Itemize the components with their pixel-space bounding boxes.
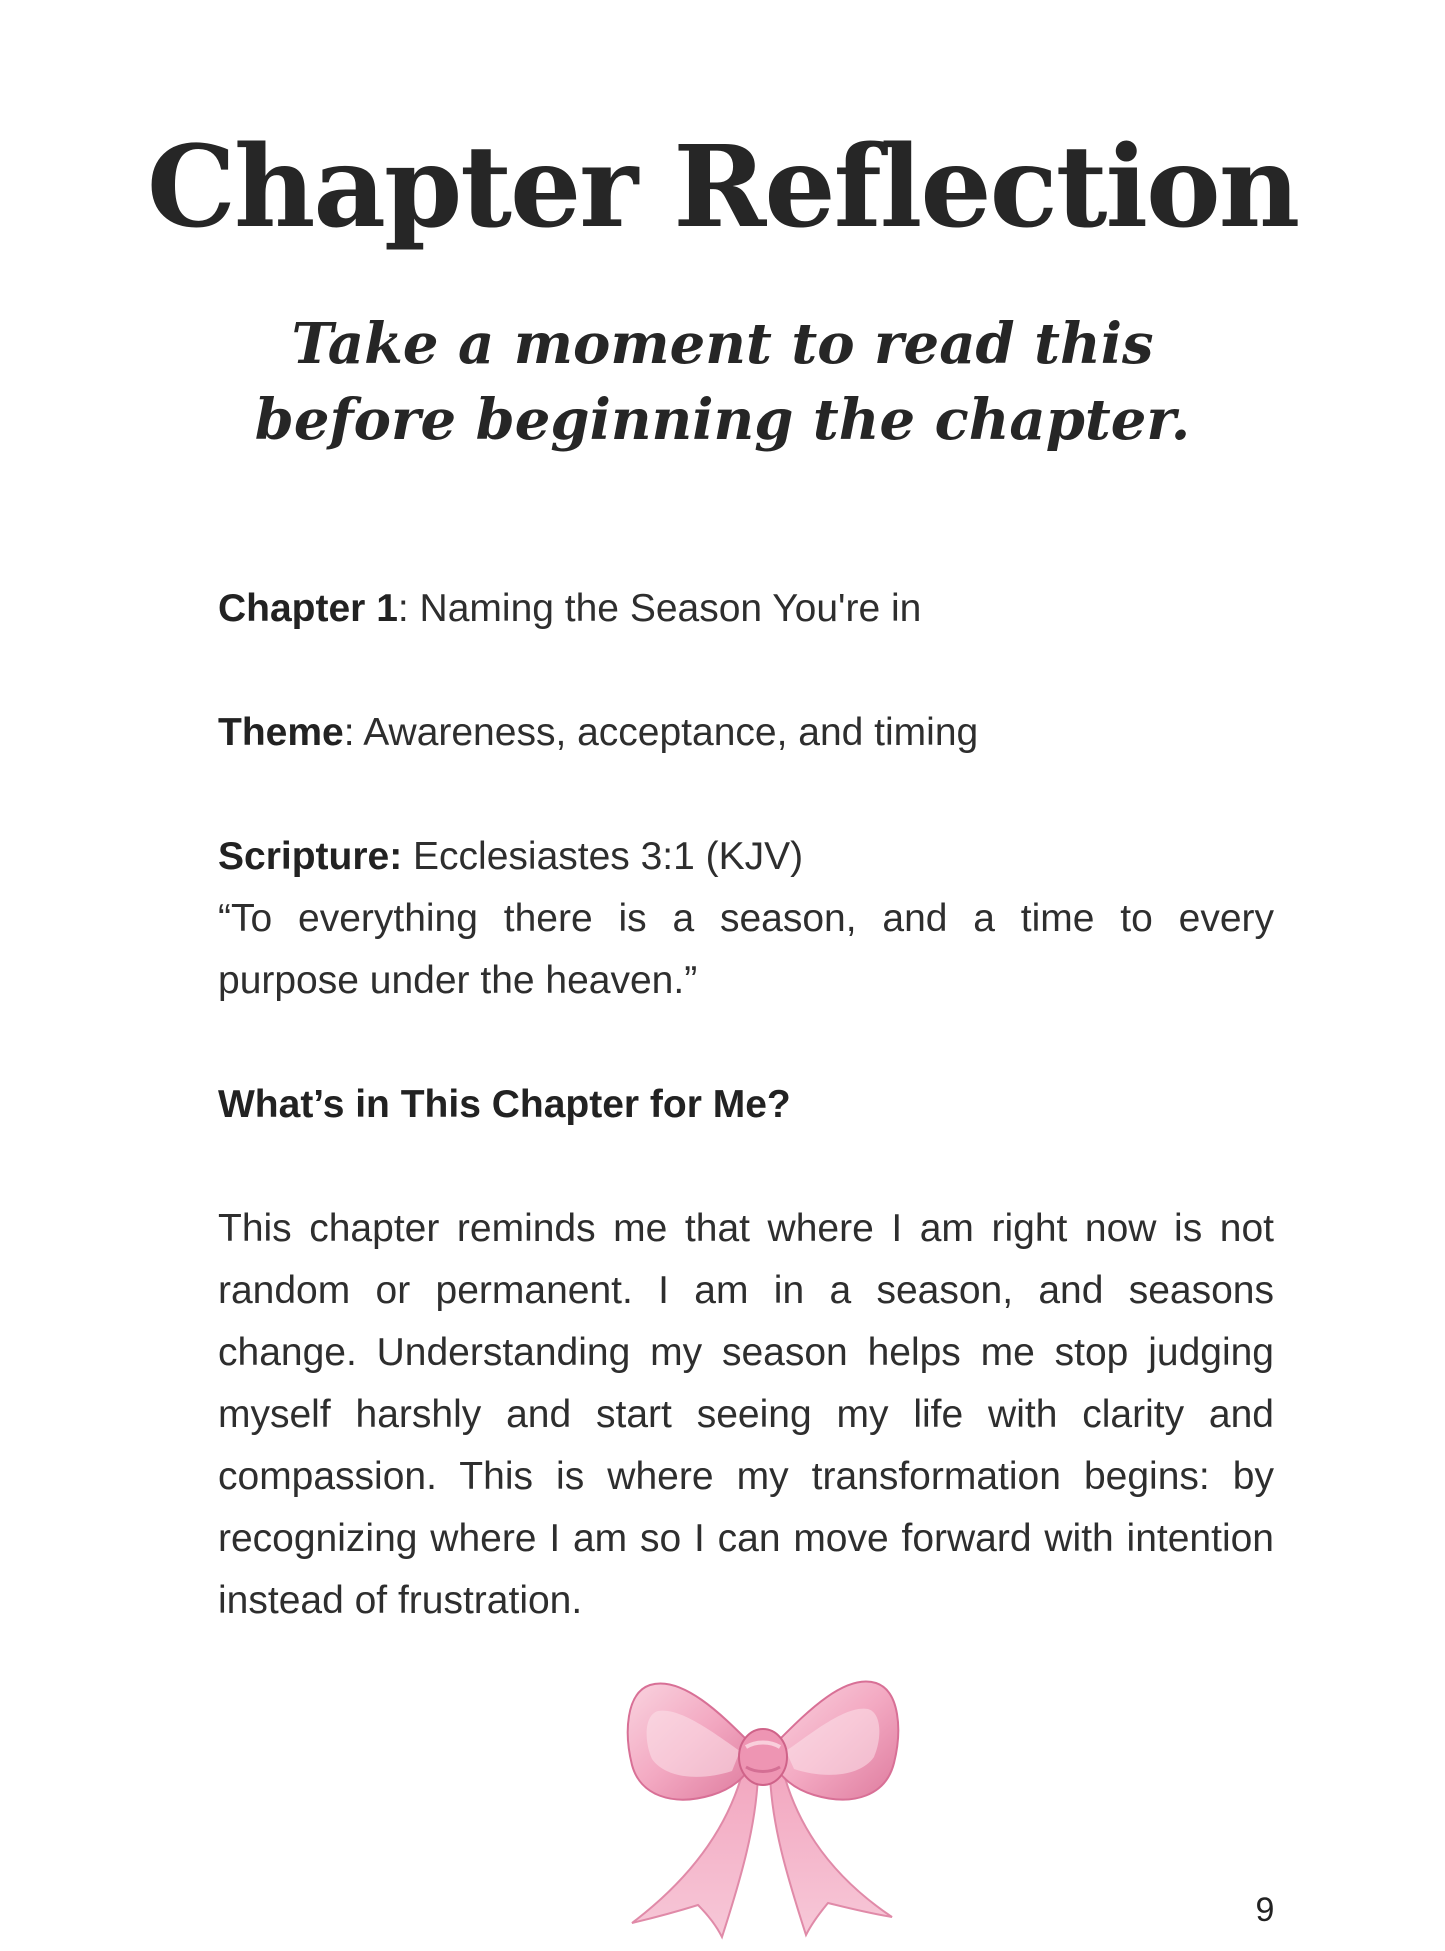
scripture-label: Scripture: [218,835,403,878]
theme-line [218,702,1274,764]
subtitle-line-2: before beginning the chapter. [254,387,1191,453]
scripture-reference: Ecclesiastes 3:1 (KJV) [402,835,804,878]
page-title: Chapter Reflection [146,122,1299,253]
body-paragraph: This chapter reminds me that where I am right now is not random or permanent. I am in a season, and seasons change. Understanding my season helps me stop judging myself harshly and start seeing my life with clarity and compassion. This is where my transformation begins: by recognizing where I am so I can move forward with intention instead of frustration. [218,1207,1274,1622]
reflection-body [218,578,1274,1632]
bow-knot [739,1729,787,1785]
chapter-line [218,578,1274,640]
section-heading [218,1074,1274,1136]
scripture-line [218,826,1274,888]
chapter-label: Chapter 1 [218,587,398,630]
pink-bow-icon [622,1655,904,1940]
page-number: 9 [1255,1891,1275,1929]
chapter-value: : Naming the Season You're in [397,587,922,630]
section-heading-text: What’s in This Chapter for Me? [218,1083,791,1126]
subtitle-line-1: Take a moment to read this [291,311,1154,377]
page-subtitle [0,306,1445,458]
theme-label: Theme [218,711,344,754]
scripture-quote: “To everything there is a season, and a time to every purpose under the heaven.” [218,897,1274,1002]
theme-value: : Awareness, acceptance, and timing [343,711,979,754]
